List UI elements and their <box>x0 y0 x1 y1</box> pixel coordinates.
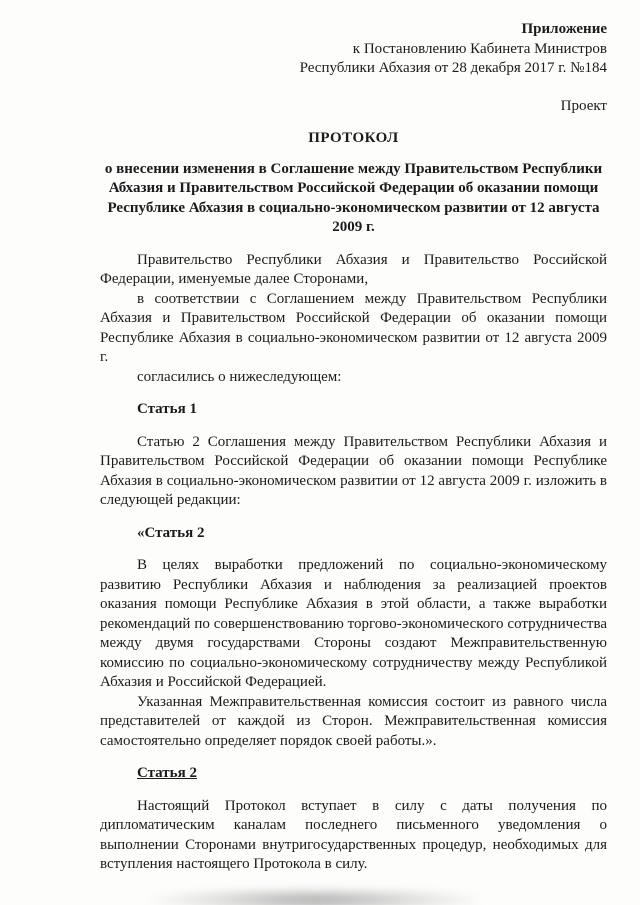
annex-header-line-2: к Постановлению Кабинета Министров <box>352 40 607 57</box>
article-2-heading: Статья 2 <box>137 765 197 781</box>
article-1-heading: Статья 1 <box>137 401 197 417</box>
paragraph-accordance: в соответствии с Соглашением между Правительством Республики Абхазия и Правительством Российской Федерации об оказании помощи Республике Абхазия в социально-экономическом развитии от 12 августа 2009 г. <box>100 290 607 365</box>
paragraph-agreed: согласились о нижеследующем: <box>137 368 342 385</box>
document-subtitle: о внесении изменения в Соглашение между Правительством Республики Абхазия и Правительством Российской Федерации об оказании помощи Республике Абхазия в социально-экономическом развитии от 12 августа 2009 г. <box>104 160 603 235</box>
article-2-paragraph: Настоящий Протокол вступает в силу с даты получения по дипломатическим каналам последнего письменного уведомления о выполнении Сторонами внутригосударственных процедур, необходимых для вступления настоящего Протокола в силу. <box>100 797 607 872</box>
annex-header-line-1: Приложение <box>521 21 607 37</box>
annex-header-line-3: Республики Абхазия от 28 декабря 2017 г. №184 <box>299 60 607 76</box>
paragraph-parties: Правительство Республики Абхазия и Правительство Российской Федерации, именуемые далее Сторонами, <box>100 251 607 287</box>
scan-smudge-artifact <box>150 887 480 905</box>
quoted-paragraph-commission-composition: Указанная Межправительственная комиссия состоит из равного числа представителей от каждой из Сторон. Межправительственная комиссия самостоятельно определяет порядок своей работы.». <box>100 693 607 749</box>
annex-header <box>100 20 607 79</box>
document-title: ПРОТОКОЛ <box>308 130 399 146</box>
project-label: Проект <box>560 97 607 114</box>
article-1-paragraph: Статью 2 Соглашения между Правительством Республики Абхазия и Правительством Российской Федерации об оказании помощи Республике Абхазия в социально-экономическом развитии от 12 августа 2009 г. изложить в следующей редакции: <box>100 433 607 508</box>
quoted-paragraph-commission-purpose: В целях выработки предложений по социально-экономическому развитию Республики Абхазия и наблюдения за реализацией проектов оказания помощи Республике Абхазия в этой области, а также выработки рекомендаций по совершенствованию торгово-экономического сотрудничества между двумя государствами Стороны создают Межправительственную комиссию по социально-экономическому сотрудничеству между Республикой Абхазия и Российской Федерацией. <box>100 557 607 690</box>
quoted-article-2-heading: «Статья 2 <box>137 524 205 541</box>
